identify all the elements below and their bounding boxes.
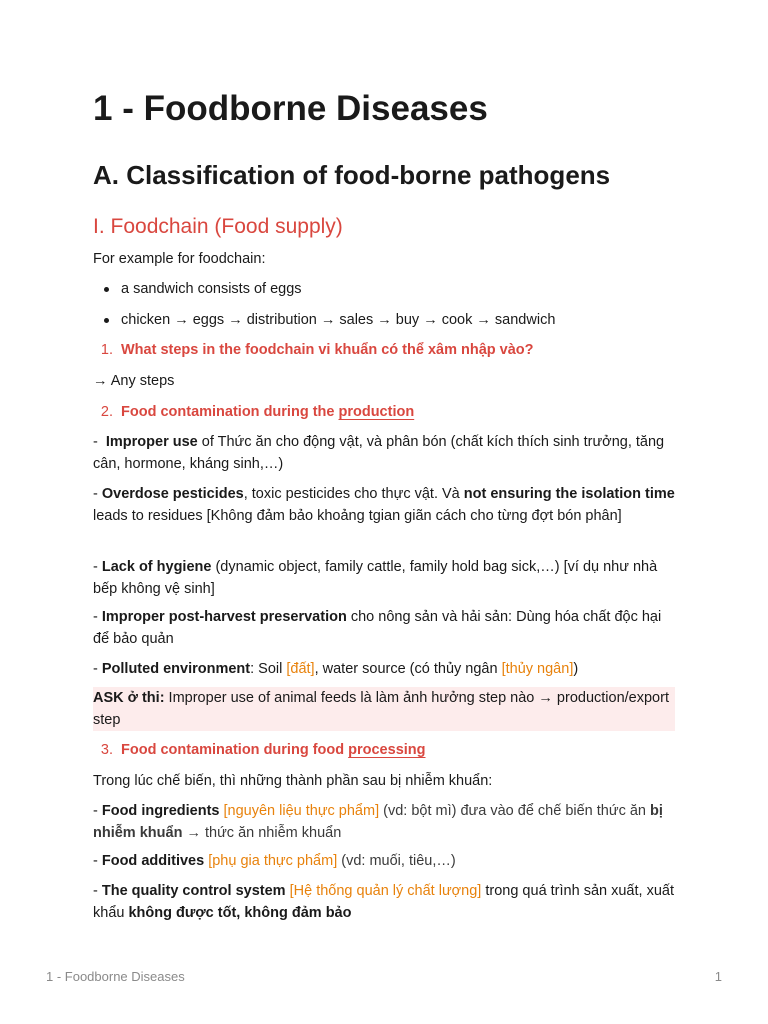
production-link[interactable]: production [338, 404, 415, 420]
item-food-additives: - Food additives [phụ gia thực phẩm] (vd: muối, tiêu,…) [93, 853, 456, 869]
numbered-heading-3: 3. Food contamination during food processing [100, 742, 426, 758]
numbered-question-1: 1. What steps in the foodchain vi khuẩn có thể xâm nhập vào? [100, 342, 534, 358]
item-post-harvest: - Improper post-harvest preservation cho nông sản và hải sản: Dùng hóa chất độc hại để bảo quản [93, 609, 662, 647]
processing-intro: Trong lúc chế biến, thì những thành phần sau bị nhiễm khuẩn: [93, 773, 493, 789]
bullet-item: chicken → eggs → distribution → sales → buy → cook → sandwich [93, 309, 555, 331]
subsection-heading-foodchain: I. Foodchain (Food supply) [93, 215, 343, 238]
processing-link[interactable]: processing [348, 742, 426, 758]
section-heading-a: A. Classification of food-borne pathogens [93, 160, 611, 190]
item-improper-use: - Improper use of Thức ăn cho động vật, và phân bón (chất kích thích sinh trưởng, tăng cân, hormone, kháng sinh,…) [93, 434, 665, 472]
bullet-dot-icon [104, 318, 109, 323]
bullet-dot-icon [104, 287, 109, 292]
item-food-ingredients: - Food ingredients [nguyên liệu thực phẩm] (vd: bột mì) đưa vào để chế biến thức ăn bị nhiễm khuẩn → thức ăn nhiễm khuẩn [93, 803, 663, 841]
item-overdose-pesticides: - Overdose pesticides, toxic pesticides cho thực vật. Và not ensuring the isolation time leads to residues [Không đảm bảo khoảng tgian giãn cách cho từng đợt bón phân] [93, 486, 675, 524]
footer-page-number: 1 [714, 969, 722, 984]
page-title: 1 - Foodborne Diseases [93, 89, 488, 128]
item-lack-of-hygiene: - Lack of hygiene (dynamic object, family cattle, family hold bag sick,…) [ví dụ như nhà bếp không vệ sinh] [93, 559, 658, 597]
numbered-heading-2: 2. Food contamination during the production [100, 404, 415, 420]
bullet-item: a sandwich consists of eggs [93, 278, 302, 300]
item-polluted-environment: - Polluted environment: Soil [đất], water source (có thủy ngân [thủy ngân]) [93, 661, 579, 677]
footer-document-title: 1 - Foodborne Diseases [46, 969, 185, 984]
answer-paragraph: → Any steps [93, 373, 175, 389]
item-quality-control: - The quality control system [Hệ thống quản lý chất lượng] trong quá trình sản xuất, xuất khẩu không được tốt, không đảm bảo [93, 883, 674, 921]
intro-paragraph: For example for foodchain: [93, 251, 266, 267]
exam-callout: ASK ở thi: Improper use of animal feeds là làm ảnh hưởng step nào → production/export step [93, 687, 675, 731]
